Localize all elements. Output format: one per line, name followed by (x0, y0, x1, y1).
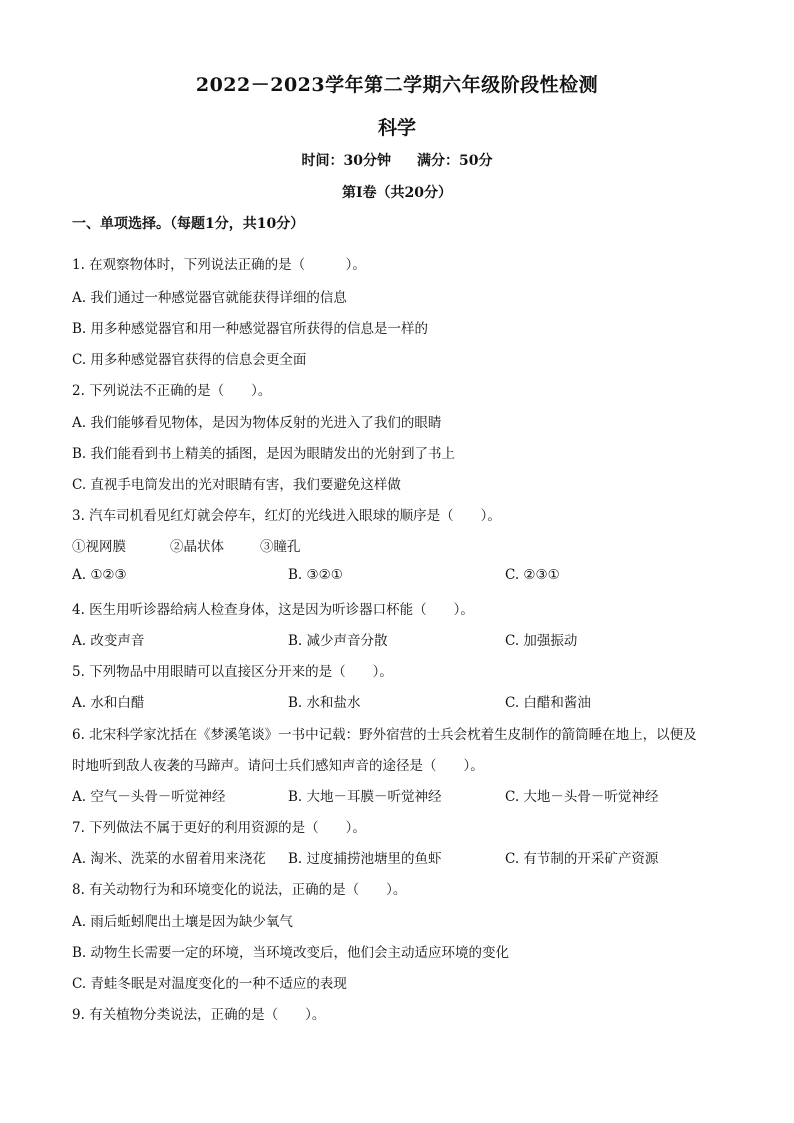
question-5-option-a: A. 水和白醋 (72, 695, 145, 711)
exam-title: 2022－2023学年第二学期六年级阶段性检测 (195, 74, 599, 96)
question-6-option-b: B. 大地－耳膜－听觉神经 (288, 789, 442, 805)
question-1-option-b: B. 用多种感觉器官和用一种感觉器官所获得的信息是一样的 (72, 321, 429, 337)
question-8-option-c: C. 青蛙冬眠是对温度变化的一种不适应的表现 (72, 976, 347, 992)
question-2-option-b: B. 我们能看到书上精美的插图，是因为眼睛发出的光射到了书上 (72, 446, 456, 462)
question-8-option-a: A. 雨后蚯蚓爬出土壤是因为缺少氧气 (72, 914, 293, 930)
question-4-stem: 4. 医生用听诊器给病人检查身体，这是因为听诊器口杯能（ ）。 (72, 602, 474, 618)
question-4-option-a: A. 改变声音 (72, 633, 145, 649)
question-9-stem: 9. 有关植物分类说法，正确的是（ ）。 (72, 1007, 326, 1023)
question-3-item-2: ②晶状体 (170, 539, 224, 555)
question-1-option-c: C. 用多种感觉器官获得的信息会更全面 (72, 352, 307, 368)
question-4-option-b: B. 减少声音分散 (288, 633, 388, 649)
question-3-stem: 3. 汽车司机看见红灯就会停车，红灯的光线进入眼球的顺序是（ ）。 (72, 508, 501, 524)
exam-meta (0, 150, 794, 170)
section-heading: 一、单项选择。（每题1分，共10分） (72, 216, 305, 232)
question-3-item-3: ③瞳孔 (260, 539, 301, 555)
question-1-option-a: A. 我们通过一种感觉器官就能获得详细的信息 (72, 290, 347, 306)
question-3-option-a: A. ①②③ (72, 567, 127, 583)
question-5-stem: 5. 下列物品中用眼睛可以直接区分开来的是（ ）。 (72, 664, 393, 680)
volume-heading: 第Ⅰ卷（共20分） (341, 185, 453, 201)
question-2-option-c: C. 直视手电筒发出的光对眼睛有害，我们要避免这样做 (72, 477, 401, 493)
time-limit: 时间：30分钟 (301, 153, 391, 169)
question-3-option-c: C. ②③① (505, 567, 560, 583)
question-8-option-b: B. 动物生长需要一定的环境，当环境改变后，他们会主动适应环境的变化 (72, 945, 510, 961)
question-3-option-b: B. ③②① (288, 567, 343, 583)
question-7-option-b: B. 过度捕捞池塘里的鱼虾 (288, 851, 442, 867)
question-6-option-c: C. 大地－头骨－听觉神经 (505, 789, 659, 805)
question-1-stem: 1. 在观察物体时，下列说法正确的是（ ）。 (72, 257, 366, 273)
question-7-option-a: A. 淘米、洗菜的水留着用来浇花 (72, 851, 266, 867)
question-6-stem-continued: 时地听到敌人夜袭的马蹄声。请问士兵们感知声音的途径是（ ）。 (72, 758, 484, 774)
question-8-stem: 8. 有关动物行为和环境变化的说法，正确的是（ ）。 (72, 882, 407, 898)
question-2-stem: 2. 下列说法不正确的是（ ）。 (72, 383, 272, 399)
question-7-stem: 7. 下列做法不属于更好的利用资源的是（ ）。 (72, 820, 366, 836)
subject-title: 科学 (377, 117, 416, 139)
question-5-option-b: B. 水和盐水 (288, 695, 361, 711)
question-3-item-1: ①视网膜 (72, 539, 126, 555)
full-score: 满分：50分 (417, 153, 493, 169)
question-6-stem: 6. 北宋科学家沈括在《梦溪笔谈》一书中记载：野外宿营的士兵会枕着生皮制作的箭筒睡在地上，以便及 (72, 727, 697, 743)
question-2-option-a: A. 我们能够看见物体，是因为物体反射的光进入了我们的眼睛 (72, 415, 442, 431)
question-6-option-a: A. 空气－头骨－听觉神经 (72, 789, 226, 805)
question-4-option-c: C. 加强振动 (505, 633, 578, 649)
question-7-option-c: C. 有节制的开采矿产资源 (505, 851, 659, 867)
question-5-option-c: C. 白醋和酱油 (505, 695, 591, 711)
